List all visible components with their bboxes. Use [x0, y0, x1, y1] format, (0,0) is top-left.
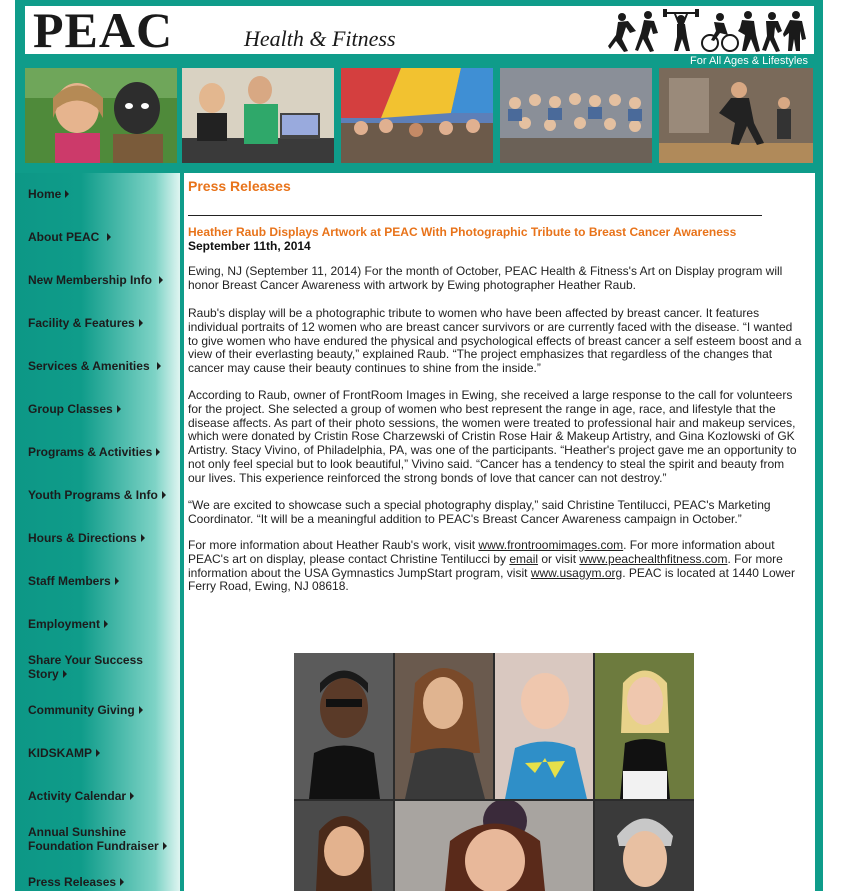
nav-item-youth[interactable]: [28, 488, 166, 502]
nav-item-label: Programs & Activities: [28, 445, 153, 459]
paragraph-text: or visit: [538, 551, 580, 566]
nav-item-label: Home: [28, 187, 62, 201]
site-logo[interactable]: PEAC: [33, 2, 174, 58]
portrait-photo: [595, 653, 694, 799]
nav-item-calendar[interactable]: [28, 789, 134, 803]
arrow-right-icon: [157, 362, 161, 370]
article-paragraph: Ewing, NJ (September 11, 2014) For the month of October, PEAC Health & Fitness's Art on Display program will honor Breast Cancer Awareness with artwork by Ewing photographer Heather Raub.: [188, 264, 783, 292]
arrow-right-icon: [141, 534, 145, 542]
site-header: [25, 2, 814, 58]
nav-item-sunshine[interactable]: [28, 825, 167, 853]
nav-item-programs[interactable]: [28, 445, 160, 459]
nav-item-label: Press Releases: [28, 875, 117, 889]
nav-item-hours[interactable]: [28, 531, 145, 545]
nav-item-success-story[interactable]: [28, 653, 143, 681]
portrait-photo: [595, 801, 694, 891]
nav-item-label: New Membership Info: [28, 273, 153, 287]
arrow-right-icon: [163, 842, 167, 850]
sidebar-nav: [15, 173, 180, 891]
page-title: Press Releases: [188, 178, 291, 194]
nav-item-label: Services & Amenities: [28, 359, 150, 373]
portrait-photo: [395, 801, 593, 891]
nav-item-label: Activity Calendar: [28, 789, 127, 803]
nav-item-label: Employment: [28, 617, 101, 631]
arrow-right-icon: [162, 491, 166, 499]
portrait-photo: [495, 653, 593, 799]
nav-item-kidskamp[interactable]: [28, 746, 100, 760]
nav-item-membership[interactable]: [28, 273, 163, 287]
paragraph-text: . For more information about PEAC's art on display, please contact Christine Tentilucci by: [188, 538, 775, 566]
portrait-photo: [294, 801, 393, 891]
nav-item-label: Staff Members: [28, 574, 111, 588]
arrow-right-icon: [115, 577, 119, 585]
main-content: [184, 173, 815, 891]
nav-item-label: KIDSKAMP: [28, 746, 93, 760]
nav-item-community[interactable]: [28, 703, 143, 717]
arrow-right-icon: [156, 448, 160, 456]
article-paragraph-links: [188, 539, 803, 594]
banner-photo-cycling: [182, 68, 334, 163]
divider: [188, 215, 762, 216]
banner-photo-group: [500, 68, 652, 163]
article-paragraph: Raub's display will be a photographic tribute to women who have been affected by breast cancer. It features individual portraits of 12 women who are breast cancer survivors or are currently faced with the disease. “I wanted to give women who have endured the physical and psychological effects of breast cancer a self esteem boost and a view of their everlasting beauty,” explained Raub. “The project emphasizes that regardless of the changes that cancer may cause their beauty continues to shine from the inside.”: [188, 306, 802, 376]
nav-item-label: Annual Sunshine: [28, 825, 127, 839]
nav-item-label: Share Your Success: [28, 653, 143, 667]
nav-item-label: Group Classes: [28, 402, 113, 416]
portrait-collage-image: [294, 653, 694, 891]
banner-photo-fitness-class: [659, 68, 813, 163]
portrait-photo: [294, 653, 393, 799]
logo-subtitle: Health & Fitness: [244, 26, 396, 51]
arrow-right-icon: [65, 190, 69, 198]
arrow-right-icon: [130, 792, 134, 800]
nav-item-group-classes[interactable]: [28, 402, 121, 416]
site-tagline: For All Ages & Lifestyles: [690, 55, 808, 67]
arrow-right-icon: [107, 233, 111, 241]
nav-item-home[interactable]: [28, 187, 69, 201]
article-paragraph: “We are excited to showcase such a special photography display,” said Christine Tentilucci, PEAC's Marketing Coordinator. “It will be a meaningful addition to PEAC's Breast Cancer Awareness campaign in October.”: [188, 498, 771, 526]
arrow-right-icon: [139, 319, 143, 327]
nav-item-services[interactable]: [28, 359, 161, 373]
arrow-right-icon: [104, 620, 108, 628]
arrow-right-icon: [63, 670, 67, 678]
paragraph-text: . PEAC is located at 1440 Lower Ferry Road, Ewing, NJ 08618.: [188, 565, 795, 594]
article-paragraph: According to Raub, owner of FrontRoom Images in Ewing, she received a large response to the call for volunteers for the project. She selected a group of women who best represent the range in age, race, and lifestyle that the disease affects. As part of their photo sessions, the women were treated to professional hair and makeup services, which were donated by Cristin Rose Charzewski of Cristin Rose Hair & Makeup Artistry, and Gina Kozlowski of GK Artistry. Stacy Vivino, of Philadelphia, PA, was one of the participants. “Heather's project gave me an opportunity to not only feel special but to look beautiful,” Vivino said. “Cancer has a tendency to steal the spirit and beauty from our lives. This experience reinforced the strong bonds of love that cancer can not destroy.”: [188, 388, 797, 485]
nav-item-facility[interactable]: [28, 316, 143, 330]
nav-item-about[interactable]: [28, 230, 111, 244]
nav-item-label: Story: [28, 667, 59, 681]
article-date: September 11th, 2014: [188, 239, 311, 253]
arrow-right-icon: [117, 405, 121, 413]
nav-item-staff[interactable]: [28, 574, 119, 588]
nav-item-label: Foundation Fundraiser: [28, 839, 159, 853]
peac-website-link[interactable]: www.peachealthfitness.com: [579, 551, 728, 566]
paragraph-text: . For more information about the USA Gymnastics JumpStart program, visit: [188, 551, 783, 580]
banner-photo-kids: [25, 68, 177, 163]
arrow-right-icon: [139, 706, 143, 714]
frontroom-link[interactable]: www.frontroomimages.com: [478, 538, 624, 552]
nav-item-label: Facility & Features: [28, 316, 135, 330]
nav-item-employment[interactable]: [28, 617, 108, 631]
arrow-right-icon: [120, 878, 124, 886]
banner-photo-party: [341, 68, 493, 163]
usagym-link[interactable]: www.usagym.org: [530, 565, 623, 580]
article-headline: Heather Raub Displays Artwork at PEAC With Photographic Tribute to Breast Cancer Awareness: [188, 225, 737, 239]
paragraph-text: For more information about Heather Raub's work, visit: [188, 538, 479, 552]
athletes-silhouette-icon: [608, 9, 808, 53]
nav-item-label: Community Giving: [28, 703, 135, 717]
arrow-right-icon: [159, 276, 163, 284]
arrow-right-icon: [96, 749, 100, 757]
nav-item-label: Hours & Directions: [28, 531, 137, 545]
nav-item-label: Youth Programs & Info: [28, 488, 158, 502]
nav-item-label: About PEAC: [28, 230, 100, 244]
email-link[interactable]: email: [509, 551, 539, 566]
portrait-photo: [395, 653, 493, 799]
nav-item-press-releases[interactable]: [28, 875, 124, 889]
